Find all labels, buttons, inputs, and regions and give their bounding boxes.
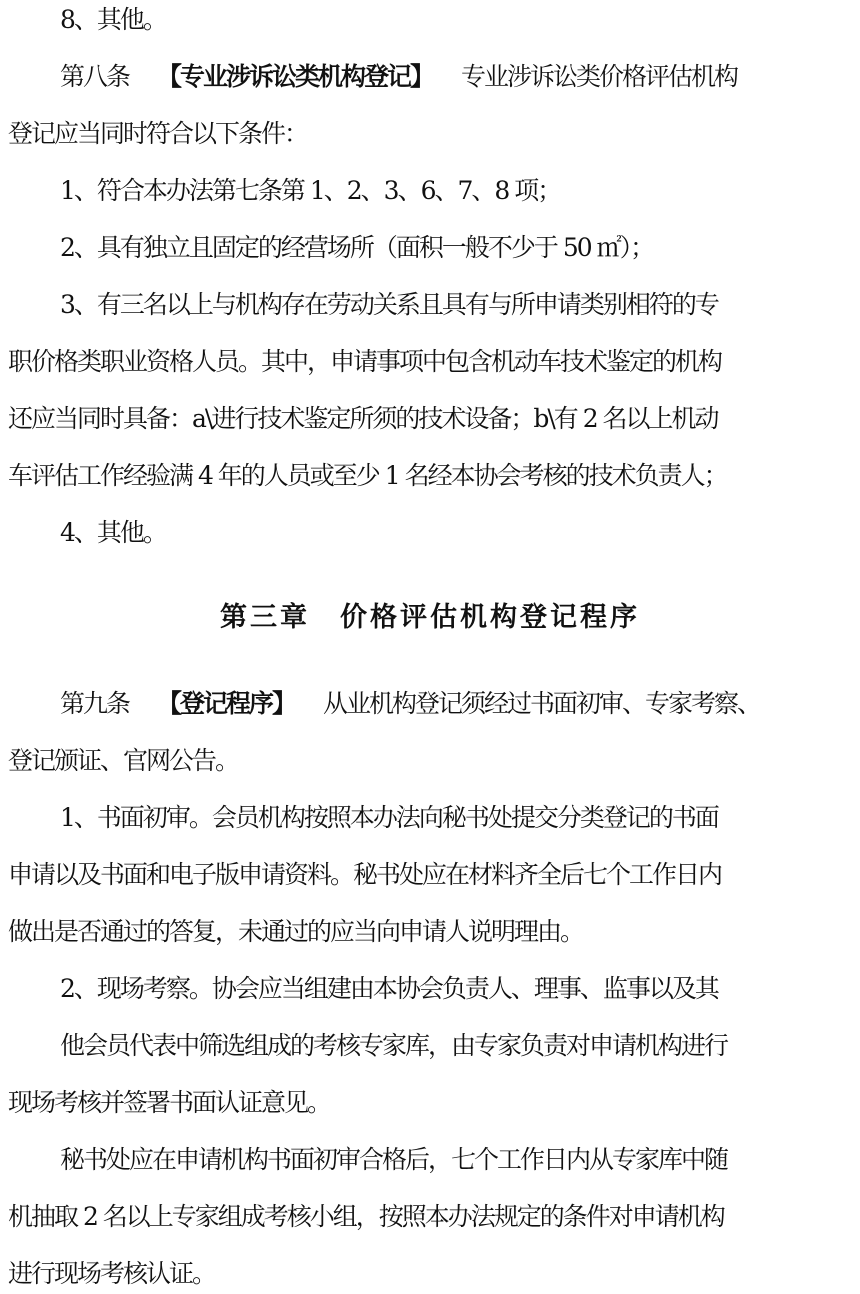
- item-text: 3、有三名以上与机构存在劳动关系且具有与所申请类别相符的专: [60, 290, 718, 319]
- paragraph-text: 登记颁证、官网公告。: [8, 746, 239, 775]
- paragraph-line: [8, 114, 860, 154]
- paragraph-line: [8, 1254, 860, 1294]
- paragraph-text: 秘书处应在申请机构书面初审合格后，七个工作日内从专家库中随: [60, 1145, 728, 1174]
- paragraph-text: 机抽取 2 名以上专家组成考核小组，按照本办法规定的条件对申请机构: [8, 1202, 724, 1231]
- article-number: 第八条: [60, 62, 130, 91]
- paragraph-text: 车评估工作经验满 4 年的人员或至少 1 名经本协会考核的技术负责人；: [8, 461, 727, 490]
- article-number: 第九条: [60, 689, 130, 718]
- article-text: 专业涉诉讼类价格评估机构: [461, 62, 738, 91]
- item-text: 1、书面初审。会员机构按照本办法向秘书处提交分类登记的书面: [60, 803, 718, 832]
- list-item: [60, 798, 860, 838]
- item-text: 4、其他。: [60, 518, 166, 547]
- article-text: 从业机构登记须经过书面初审、专家考察、: [323, 689, 761, 718]
- paragraph-text: 现场考核并签署书面认证意见。: [8, 1088, 331, 1117]
- paragraph-line: [8, 456, 860, 496]
- item-text: 2、现场考察。协会应当组建由本协会负责人、理事、监事以及其: [60, 974, 718, 1003]
- paragraph-line: [60, 1026, 860, 1066]
- paragraph-text: 做出是否通过的答复，未通过的应当向申请人说明理由。: [8, 917, 584, 946]
- paragraph-text: 登记应当同时符合以下条件：: [8, 119, 308, 148]
- list-item: [60, 969, 860, 1009]
- paragraph-line: [8, 741, 860, 781]
- paragraph-text: 他会员代表中筛选组成的考核专家库，由专家负责对申请机构进行: [60, 1031, 728, 1060]
- list-item: [60, 228, 860, 268]
- article-9-heading: [60, 684, 860, 724]
- paragraph-line: [8, 1083, 860, 1123]
- chapter-title: 第三章 价格评估机构登记程序: [220, 602, 640, 633]
- item-text: 2、具有独立且固定的经营场所（面积一般不少于 50 ㎡）；: [60, 233, 654, 262]
- article-title: 【专业涉诉讼类机构登记】: [157, 62, 434, 91]
- list-item: [60, 513, 860, 553]
- paragraph-line: [8, 1197, 860, 1237]
- paragraph-line: [8, 855, 860, 895]
- item-text: 1、符合本办法第七条第 1、2、3、6、7、8 项；: [60, 176, 561, 205]
- paragraph-text: 进行现场考核认证。: [8, 1259, 216, 1288]
- paragraph-text: 申请以及书面和电子版申请资料。秘书处应在材料齐全后七个工作日内: [8, 860, 722, 889]
- paragraph-text: 还应当同时具备：a\进行技术鉴定所须的技术设备；b\有 2 名以上机动: [8, 404, 718, 433]
- paragraph-line: [8, 399, 860, 439]
- paragraph-line: [8, 912, 860, 952]
- paragraph-line: [8, 342, 860, 382]
- paragraph-line: [60, 1140, 860, 1180]
- item-text: 8、其他。: [60, 5, 166, 34]
- article-8-heading: [60, 57, 860, 97]
- list-item: [60, 171, 860, 211]
- article-title: 【登记程序】: [157, 689, 296, 718]
- paragraph-text: 职价格类职业资格人员。其中，申请事项中包含机动车技术鉴定的机构: [8, 347, 722, 376]
- list-item: [60, 285, 860, 325]
- paragraph-line: [60, 0, 860, 40]
